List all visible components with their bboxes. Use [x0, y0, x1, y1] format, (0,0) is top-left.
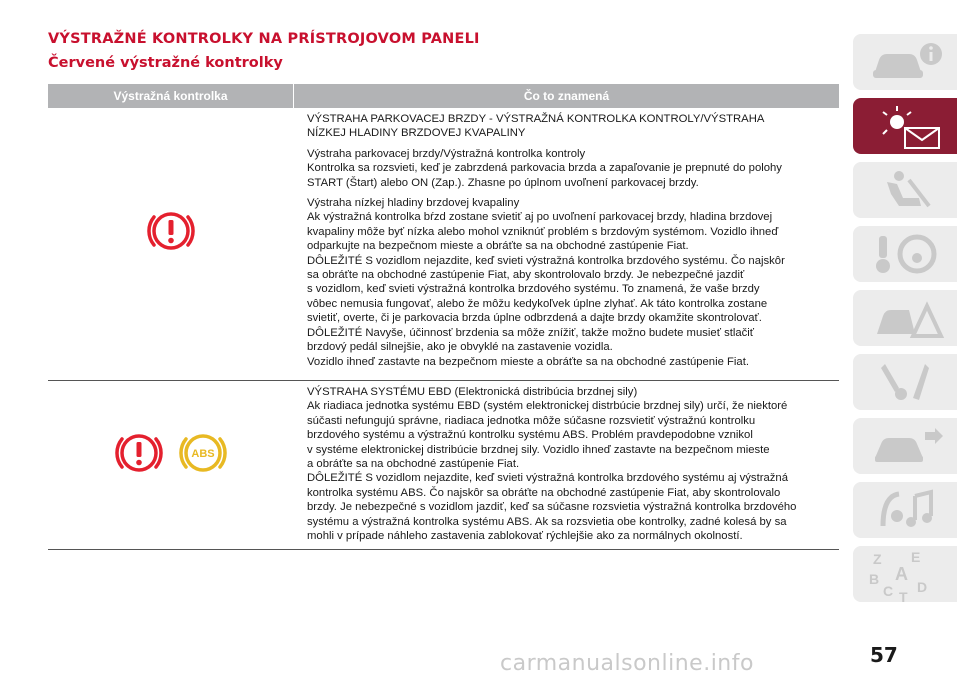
table-header	[48, 84, 839, 108]
index-letter: E	[911, 550, 921, 565]
paragraph-title: VÝSTRAHA PARKOVACEJ BRZDY - VÝSTRAŽNÁ KONTROLKA KONTROLY/VÝSTRAHA NÍZKEJ HLADINY BRZDOVEJ KVAPALINY	[307, 113, 765, 140]
index-letters-icon	[869, 550, 949, 602]
tab-key-steering[interactable]	[853, 226, 957, 282]
tab-maintenance[interactable]	[853, 354, 957, 410]
index-letter: A	[895, 564, 908, 584]
abs-label: ABS	[191, 448, 215, 460]
brake-warning-icon	[112, 426, 166, 480]
tab-specs[interactable]	[853, 418, 957, 474]
page-number: 57	[870, 643, 898, 667]
tab-multimedia[interactable]	[853, 482, 957, 538]
tab-emergency[interactable]	[853, 290, 957, 346]
column-header-lamp: Výstražná kontrolka	[113, 89, 228, 103]
index-letter: C	[883, 583, 894, 599]
index-letter: Z	[873, 551, 882, 567]
maintenance-tools-icon	[869, 358, 949, 406]
emergency-triangle-icon	[869, 294, 949, 342]
warning-lights-icon	[869, 102, 949, 150]
paragraph-fluid-level: Výstraha nízkej hladiny brzdovej kvapaliny Ak výstražná kontrolka bŕzd zostane svietiť aj po uvoľnení parkovacej brzdy, hladina brzdovej kvapaliny môže byť nízka alebo mohol vzniknúť problém s brzdovým systémom. Vozidlo ihneď odparkujte na bezpečnom mieste a obráťte sa na obchodné zastúpenie Fiat. DÔLEŽITÉ S vozidlom nejazdite, keď svieti výstražná kontrolka brzdového systému. Čo najskôr sa obráťte na obchodné zastúpenie Fiat, aby skontrolovalo brzdy. Je nebezpečné jazdiť s vozidlom, keď svieti výstražná kontrolka brzdového systému. To znamená, že vaše brzdy vôbec nemusia fungovať, alebo že môžu kedykoľvek úplne zlyhať. Ak táto kontrolka zostane svietiť, overte, či je parkovacia brzda úplne odbrzdená a dajte brzdy okamžite skontrolovať. DÔLEŽITÉ Navyše, účinnosť brzdenia sa môže znížiť, takže možno budete musieť stlačiť brzdový pedál silnejšie, ako je obvyklé na zastavenie vozidla. Vozidlo ihneď zastavte na bezpečnom mieste a obráťte sa na obchodné zastúpenie Fiat.	[307, 197, 785, 368]
tab-car-info[interactable]	[853, 34, 957, 90]
table-row	[48, 381, 839, 550]
tab-seat-airbag[interactable]	[853, 162, 957, 218]
index-letter: T	[899, 589, 908, 602]
paragraph-parking-brake: Výstraha parkovacej brzdy/Výstražná kontrolka kontroly Kontrolka sa rozsvieti, keď je zabrzdená parkovacia brzda a zapaľovanie je prepnuté do polohy START (Štart) alebo ON (Zap.). Zhasne po úplnom uvoľnení parkovacej brzdy.	[307, 147, 782, 189]
meaning-cell	[307, 385, 837, 549]
multimedia-icon	[869, 486, 949, 534]
lamp-cell	[48, 108, 293, 380]
watermark: carmanualsonline.info	[500, 651, 754, 676]
meaning-cell	[307, 112, 837, 375]
brake-warning-icon	[144, 204, 198, 258]
column-header-meaning: Čo to znamená	[523, 89, 610, 103]
section-title: Červené výstražné kontrolky	[48, 55, 283, 71]
abs-warning-icon	[176, 426, 230, 480]
car-info-icon	[869, 38, 949, 86]
key-steering-icon	[869, 230, 949, 278]
index-letter: B	[869, 571, 880, 587]
lamp-cell	[48, 381, 293, 549]
page-title: VÝSTRAŽNÉ KONTROLKY NA PRÍSTROJOVOM PANELI	[48, 31, 480, 47]
specs-icon	[869, 422, 949, 470]
tab-warning-lights[interactable]	[853, 98, 957, 154]
index-letter: D	[917, 579, 928, 595]
seat-airbag-icon	[869, 166, 949, 214]
tab-index[interactable]	[853, 546, 957, 602]
table-row	[48, 108, 839, 381]
paragraph-ebd: VÝSTRAHA SYSTÉMU EBD (Elektronická distribúcia brzdnej sily) Ak riadiaca jednotka systému EBD (systém elektronickej distrbúcie brzdnej sily) určí, že niektoré súčasti nefungujú správne, riadiaca jednotka môže súčasne rozsvietiť výstražnú kontrolku brzdového systému a výstražnú kontrolku systému ABS. Problém pravdepodobne vznikol v systéme elektronickej distribúcie brzdnej sily. Vozidlo ihneď zastavte na bezpečnom mieste a obráťte sa na obchodné zastúpenie Fiat. DÔLEŽITÉ S vozidlom nejazdite, keď svieti výstražná kontrolka brzdového systému aj výstražná kontrolka systému ABS. Čo najskôr sa obráťte na obchodné zastúpenie Fiat, aby skontrolovalo brzdy. Je nebezpečné s vozidlom jazdiť, keď sa súčasne rozsvietia výstražná kontrolka brzdového systému a výstražná kontrolka systému ABS. Ak sa rozsvietia obe kontrolky, zadné kolesá by sa mohli v prípade náhleho zastavenia zablokovať rýchlejšie ako za normálnych okolností.	[307, 386, 797, 543]
